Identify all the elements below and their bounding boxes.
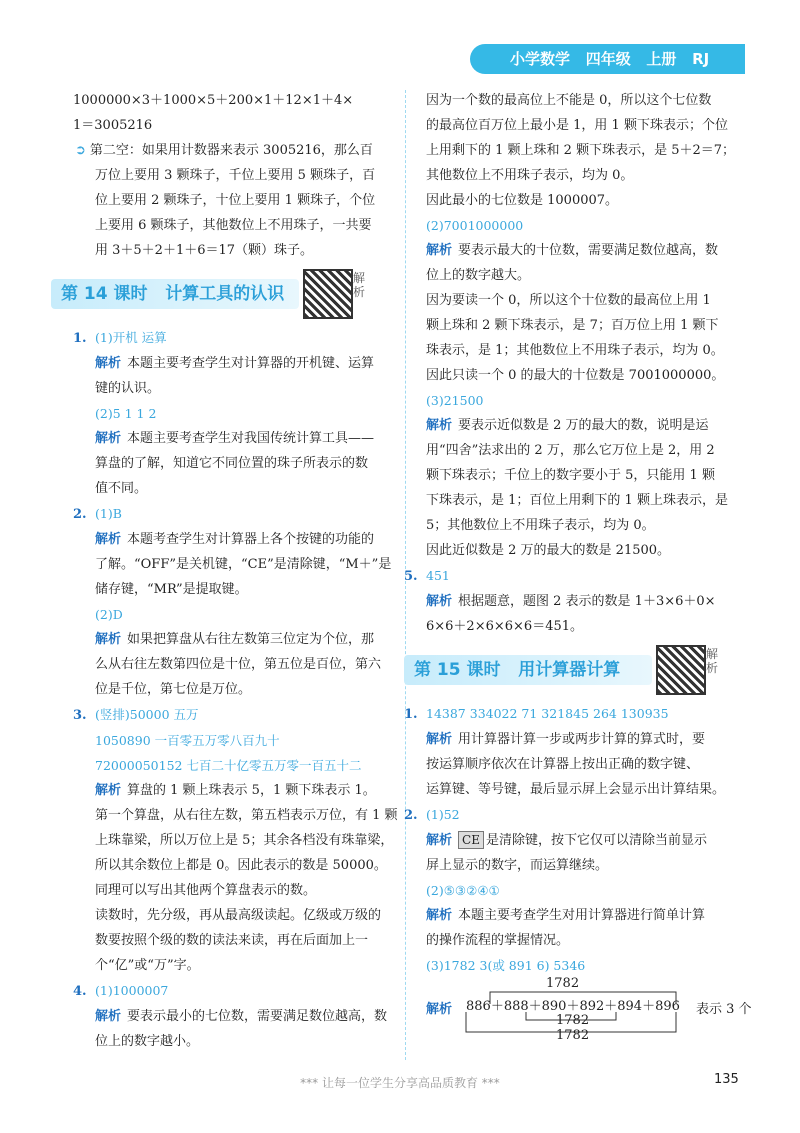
sum-diagram	[426, 976, 752, 1043]
explanation-line: 解析 本题主要考查学生对用计算器进行简单计算	[426, 908, 706, 923]
left-column	[61, 88, 398, 1054]
explanation-line: 解析 CE 是清除键，按下它仅可以清除当前显示	[426, 833, 707, 848]
text-line: 因此近似数是 2 万的最大的数是 21500。	[426, 543, 671, 558]
text-line: 因此只读一个 0 的最大的十位数是 7001000000。	[426, 368, 725, 383]
text-line: 数要按照个级的数的读法来读，再在后面加上一	[95, 933, 369, 948]
answer-line: 1. 14387 334022 71 321845 264 130935	[404, 706, 669, 722]
text-line: 下珠表示，是 1；百位上用剩下的 1 颗上珠表示，是	[426, 493, 728, 508]
text-line: 屏上显示的数字，而运算继续。	[426, 858, 609, 873]
explanation-line: 解析 本题主要考查学生对计算器的开机键、运算	[95, 356, 375, 371]
text-line: 第一个算盘，从右往左数，第五档表示万位，有 1 颗	[95, 808, 398, 823]
answer-line: (3)1782 3(或 891 6) 5346	[426, 958, 586, 973]
qr-label: 解析	[353, 271, 366, 299]
text-line: 其他数位上不用珠子表示，均为 0。	[426, 168, 634, 183]
text-line: 用“四舍”法求出的 2 万，那么它万位上是 2，用 2	[426, 443, 715, 458]
section-header-14	[51, 269, 393, 321]
explanation-line: 解析 本题考查学生对计算器上各个按键的功能的	[95, 532, 375, 547]
text-line: 1000000×3＋1000×5＋200×1＋12×1＋4×	[73, 93, 354, 108]
text-line: 1＝3005216	[73, 118, 153, 133]
tip-arrow-icon: ➲	[75, 143, 86, 158]
answer-line: 1050890 一百零五万零八百九十	[95, 733, 280, 748]
answer-line: (3)21500	[426, 393, 484, 408]
section-title: 第 14 课时 计算工具的认识	[61, 284, 285, 304]
text-line: 位上要用 2 颗珠子，十位上要用 1 颗珠子，个位	[95, 193, 376, 208]
text-line: 读数时，先分级，再从最高级读起。亿级或万级的	[95, 908, 382, 923]
text-line: 上用剩下的 1 颗上珠和 2 颗下珠表示，是 5＋2＝7；	[426, 143, 736, 158]
answer-line: (2)5 1 1 2	[95, 406, 157, 421]
text-line: 因为一个数的最高位上不能是 0，所以这个七位数	[426, 93, 712, 108]
text-line: 运算键、等号键，最后显示屏上会显示出计算结果。	[426, 782, 726, 797]
answer-line: (2)7001000000	[426, 218, 524, 233]
ce-key-icon: CE	[458, 831, 484, 849]
text-line: 因此最小的七位数是 1000007。	[426, 193, 619, 208]
answer-line: 1. (1)开机 运算	[73, 330, 167, 346]
text-line: 颗上珠和 2 颗下珠表示，是 7；百万位上用 1 颗下	[426, 318, 719, 333]
text-line: 因为要读一个 0，所以这个十位数的最高位上用 1	[426, 293, 711, 308]
answer-line: (2)⑤③②④①	[426, 883, 500, 898]
header-text: 小学数学 四年级 上册 RJ	[510, 50, 710, 68]
footer-slogan: *** 让每一位学生分享高品质教育 ***	[300, 1076, 500, 1090]
section-header-15	[404, 645, 746, 697]
text-line: 6×6＋2×6×6×6＝451。	[426, 619, 584, 634]
text-line: 位是千位，第七位是万位。	[95, 682, 252, 697]
diagram-expression: 886＋888＋890＋892＋894＋896	[466, 999, 680, 1014]
diagram-top-value: 1782	[546, 976, 580, 991]
text-line: 万位上要用 3 颗珠子，千位上要用 5 颗珠子，百	[95, 168, 376, 183]
text-line: 颗下珠表示；千位上的数字要小于 5，只能用 1 颗	[426, 468, 715, 483]
text-line: 算盘的了解，知道它不同位置的珠子所表示的数	[95, 456, 369, 471]
text-line: 上要用 6 颗珠子，其他数位上不用珠子，一共要	[95, 218, 372, 233]
tip-line: ➲ 第二空：如果用计数器来表示 3005216，那么百	[75, 143, 373, 158]
text-line: 5；其他数位上不用珠子表示，均为 0。	[426, 518, 655, 533]
text-line: 所以其余数位上都是 0。因此表示的数是 50000。	[95, 858, 387, 873]
text-line: 位上的数字越大。	[426, 268, 531, 283]
text-line: 值不同。	[95, 481, 148, 496]
explanation-line: 解析 要表示近似数是 2 万的最大的数，说明是运	[426, 418, 709, 433]
text-line: 用 3＋5＋2＋1＋6＝17（颗）珠子。	[95, 243, 314, 258]
answer-line: 2. (1)B	[73, 506, 122, 522]
explanation-line: 解析 算盘的 1 颗上珠表示 5，1 颗下珠表示 1。	[95, 783, 376, 798]
explanation-line: 解析 根据题意，题图 2 表示的数是 1＋3×6＋0×	[426, 594, 716, 609]
explanation-label: 解析	[426, 1002, 453, 1017]
page-number: 135	[714, 1072, 739, 1087]
text-line: 么从右往左数第四位是十位，第五位是百位，第六	[95, 657, 382, 672]
answer-line: (2)D	[95, 607, 123, 622]
text-line: 个“亿”或“万”字。	[95, 958, 200, 973]
answer-line: 3. (竖排)50000 五万	[73, 707, 199, 723]
explanation-line: 解析 要表示最小的七位数，需要满足数位越高，数	[95, 1009, 388, 1024]
answer-line: 5. 451	[404, 568, 450, 584]
text-line: 的最高位百万位上最小是 1，用 1 颗下珠表示；个位	[426, 118, 728, 133]
text-line: 同理可以写出其他两个算盘表示的数。	[95, 883, 317, 898]
text-line: 了解。“OFF”是关机键，“CE”是清除键，“M＋”是	[95, 557, 392, 572]
diagram-mid-value: 1782	[556, 1013, 590, 1028]
section-title: 第 15 课时 用计算器计算	[414, 660, 621, 680]
diagram-bottom-value: 1782	[556, 1028, 590, 1043]
text-line: 键的认识。	[95, 381, 161, 396]
explanation-line: 解析 本题主要考查学生对我国传统计算工具——	[95, 431, 375, 446]
answer-line: 4. (1)1000007	[73, 983, 169, 999]
answer-line: 72000050152 七百二十亿零五万零一百五十二	[95, 758, 362, 773]
diagram-tail-text: 表示 3 个	[696, 1002, 752, 1017]
explanation-line: 解析 如果把算盘从右往左数第三位定为个位，那	[95, 632, 375, 647]
text-line: 上珠靠梁，所以万位上是 5；其余各档没有珠靠梁，	[95, 833, 394, 848]
qr-label: 解析	[706, 647, 719, 675]
text-line: 的操作流程的掌握情况。	[426, 933, 570, 948]
answer-line: 2. (1)52	[404, 807, 460, 823]
qr-code-icon[interactable]	[303, 269, 353, 319]
text-line: 储存键，“MR”是提取键。	[95, 582, 248, 597]
text-line: 珠表示，是 1；其他数位上不用珠子表示，均为 0。	[426, 343, 724, 358]
text-line: 按运算顺序依次在计算器上按出正确的数字键、	[426, 757, 700, 772]
explanation-line: 解析 要表示最大的十位数，需要满足数位越高，数	[426, 243, 719, 258]
explanation-line: 解析 用计算器计算一步或两步计算的算式时，要	[426, 732, 706, 747]
qr-code-icon[interactable]	[656, 645, 706, 695]
text-line: 位上的数字越小。	[95, 1034, 200, 1049]
right-column	[404, 88, 752, 1043]
